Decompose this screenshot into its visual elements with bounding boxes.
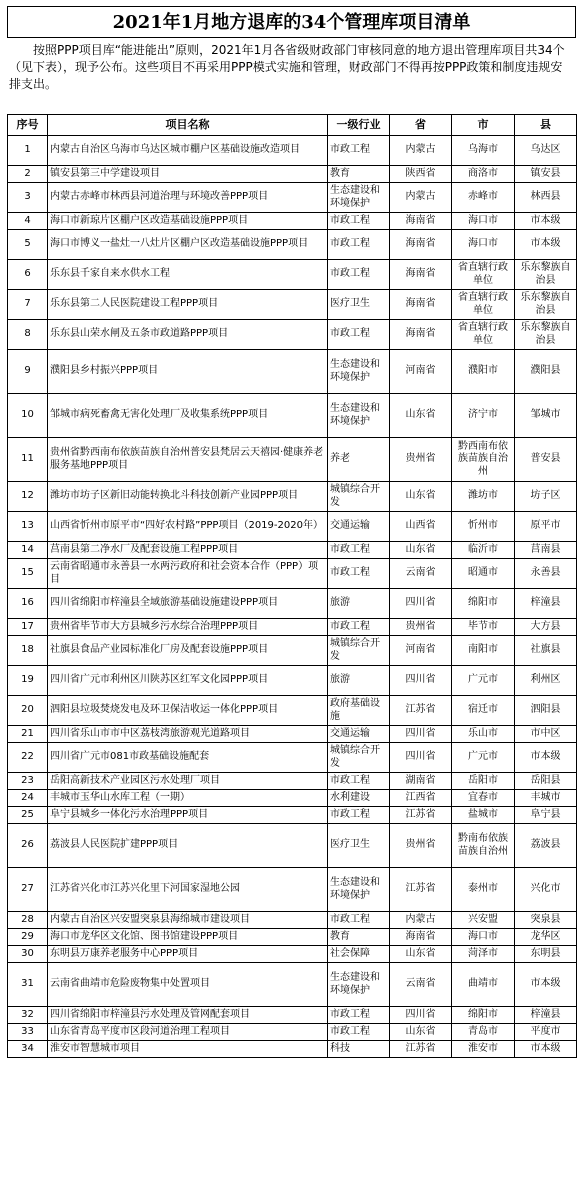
cell-no: 23 (8, 773, 48, 790)
cell-project-name: 荔波县人民医院扩建PPP项目 (48, 824, 328, 868)
cell-no: 15 (8, 559, 48, 589)
cell-county: 大方县 (515, 619, 577, 636)
cell-province: 山西省 (390, 512, 452, 542)
cell-county: 兴化市 (515, 868, 577, 912)
cell-city: 忻州市 (452, 512, 515, 542)
cell-province: 湖南省 (390, 773, 452, 790)
cell-no: 11 (8, 438, 48, 482)
cell-industry: 市政工程 (328, 213, 390, 230)
cell-county: 市本级 (515, 213, 577, 230)
cell-province: 陕西省 (390, 166, 452, 183)
cell-city: 宿迁市 (452, 696, 515, 726)
cell-project-name: 云南省曲靖市危险废物集中处置项目 (48, 963, 328, 1007)
table-row (8, 636, 577, 666)
table-row (8, 773, 577, 790)
cell-industry: 科技 (328, 1041, 390, 1058)
cell-project-name: 濮阳县乡村振兴PPP项目 (48, 350, 328, 394)
cell-industry: 城镇综合开发 (328, 743, 390, 773)
cell-county: 突泉县 (515, 912, 577, 929)
cell-county: 社旗县 (515, 636, 577, 666)
table-row (8, 213, 577, 230)
document-title: 2021年1月地方退库的34个管理库项目清单 (7, 6, 576, 38)
cell-project-name: 丰城市玉华山水库工程（一期） (48, 790, 328, 807)
cell-no: 27 (8, 868, 48, 912)
cell-project-name: 莒南县第二净水厂及配套设施工程PPP项目 (48, 542, 328, 559)
intro-paragraph: 按照PPP项目库“能进能出”原则，2021年1月各省级财政部门审核同意的地方退出管理库项目共34个（见下表），现予公布。这些项目不再采用PPP模式实施和管理，财政部门不得再按PPP政策和制度违规安排支出。 (9, 43, 565, 91)
cell-province: 山东省 (390, 394, 452, 438)
table-row (8, 350, 577, 394)
cell-province: 江西省 (390, 790, 452, 807)
cell-city: 商洛市 (452, 166, 515, 183)
cell-project-name: 山东省青岛平度市区段河道治理工程项目 (48, 1024, 328, 1041)
header-province: 省 (390, 115, 452, 136)
cell-project-name: 海口市龙华区文化馆、图书馆建设PPP项目 (48, 929, 328, 946)
cell-industry: 医疗卫生 (328, 824, 390, 868)
cell-no: 26 (8, 824, 48, 868)
cell-industry: 生态建设和环境保护 (328, 183, 390, 213)
cell-industry: 生态建设和环境保护 (328, 868, 390, 912)
cell-project-name: 四川省绵阳市梓潼县全域旅游基础设施建设PPP项目 (48, 589, 328, 619)
cell-province: 四川省 (390, 666, 452, 696)
table-row (8, 726, 577, 743)
cell-province: 贵州省 (390, 619, 452, 636)
cell-county: 濮阳县 (515, 350, 577, 394)
cell-industry: 旅游 (328, 589, 390, 619)
cell-city: 省直辖行政单位 (452, 320, 515, 350)
cell-city: 乌海市 (452, 136, 515, 166)
cell-province: 海南省 (390, 320, 452, 350)
cell-project-name: 内蒙古赤峰市林西县河道治理与环境改善PPP项目 (48, 183, 328, 213)
header-city: 市 (452, 115, 515, 136)
cell-no: 28 (8, 912, 48, 929)
cell-project-name: 乐东县山荣水闸及五条市政道路PPP项目 (48, 320, 328, 350)
cell-county: 镇安县 (515, 166, 577, 183)
cell-county: 乐东黎族自治县 (515, 260, 577, 290)
cell-city: 菏泽市 (452, 946, 515, 963)
cell-province: 海南省 (390, 230, 452, 260)
cell-project-name: 邹城市病死畜禽无害化处理厂及收集系统PPP项目 (48, 394, 328, 438)
cell-no: 7 (8, 290, 48, 320)
cell-no: 18 (8, 636, 48, 666)
cell-city: 黔南布依族苗族自治州 (452, 824, 515, 868)
cell-county: 阜宁县 (515, 807, 577, 824)
cell-province: 海南省 (390, 929, 452, 946)
cell-county: 市本级 (515, 963, 577, 1007)
cell-city: 南阳市 (452, 636, 515, 666)
cell-industry: 医疗卫生 (328, 290, 390, 320)
cell-city: 盐城市 (452, 807, 515, 824)
cell-no: 17 (8, 619, 48, 636)
table-row (8, 166, 577, 183)
cell-city: 绵阳市 (452, 1007, 515, 1024)
cell-city: 宜春市 (452, 790, 515, 807)
cell-county: 林西县 (515, 183, 577, 213)
cell-project-name: 乐东县第二人民医院建设工程PPP项目 (48, 290, 328, 320)
cell-no: 13 (8, 512, 48, 542)
cell-project-name: 内蒙古自治区兴安盟突泉县海绵城市建设项目 (48, 912, 328, 929)
cell-county: 乌达区 (515, 136, 577, 166)
cell-city: 海口市 (452, 213, 515, 230)
cell-city: 曲靖市 (452, 963, 515, 1007)
cell-province: 江苏省 (390, 1041, 452, 1058)
cell-county: 永善县 (515, 559, 577, 589)
table-row (8, 963, 577, 1007)
cell-project-name: 岳阳高新技术产业园区污水处理厂项目 (48, 773, 328, 790)
cell-industry: 生态建设和环境保护 (328, 350, 390, 394)
cell-city: 临沂市 (452, 542, 515, 559)
cell-county: 市本级 (515, 230, 577, 260)
cell-no: 1 (8, 136, 48, 166)
table-row (8, 320, 577, 350)
cell-project-name: 乐东县千家自来水供水工程 (48, 260, 328, 290)
table-row (8, 438, 577, 482)
cell-project-name: 云南省昭通市永善县一水两污政府和社会资本合作（PPP）项目 (48, 559, 328, 589)
cell-no: 24 (8, 790, 48, 807)
cell-county: 利州区 (515, 666, 577, 696)
cell-no: 25 (8, 807, 48, 824)
cell-no: 20 (8, 696, 48, 726)
cell-industry: 生态建设和环境保护 (328, 394, 390, 438)
cell-industry: 市政工程 (328, 260, 390, 290)
cell-industry: 市政工程 (328, 559, 390, 589)
cell-no: 8 (8, 320, 48, 350)
cell-no: 21 (8, 726, 48, 743)
cell-county: 市中区 (515, 726, 577, 743)
cell-county: 乐东黎族自治县 (515, 320, 577, 350)
cell-province: 江苏省 (390, 868, 452, 912)
header-industry: 一级行业 (328, 115, 390, 136)
cell-county: 丰城市 (515, 790, 577, 807)
table-row (8, 807, 577, 824)
cell-no: 14 (8, 542, 48, 559)
cell-industry: 教育 (328, 166, 390, 183)
cell-province: 四川省 (390, 1007, 452, 1024)
table-row (8, 183, 577, 213)
cell-no: 22 (8, 743, 48, 773)
cell-province: 海南省 (390, 290, 452, 320)
cell-province: 内蒙古 (390, 912, 452, 929)
cell-province: 海南省 (390, 213, 452, 230)
cell-project-name: 社旗县食品产业园标准化厂房及配套设施PPP项目 (48, 636, 328, 666)
cell-city: 海口市 (452, 929, 515, 946)
cell-city: 黔西南布依族苗族自治州 (452, 438, 515, 482)
cell-city: 岳阳市 (452, 773, 515, 790)
cell-project-name: 贵州省黔西南布依族苗族自治州普安县梵居云天禧园·健康养老服务基地PPP项目 (48, 438, 328, 482)
cell-no: 6 (8, 260, 48, 290)
cell-province: 河南省 (390, 636, 452, 666)
cell-industry: 市政工程 (328, 320, 390, 350)
cell-no: 3 (8, 183, 48, 213)
table-row (8, 512, 577, 542)
table-row (8, 743, 577, 773)
cell-no: 34 (8, 1041, 48, 1058)
cell-county: 市本级 (515, 1041, 577, 1058)
table-row (8, 136, 577, 166)
cell-county: 岳阳县 (515, 773, 577, 790)
table-row (8, 790, 577, 807)
cell-industry: 市政工程 (328, 1024, 390, 1041)
table-row (8, 290, 577, 320)
cell-county: 坊子区 (515, 482, 577, 512)
cell-city: 广元市 (452, 666, 515, 696)
cell-province: 河南省 (390, 350, 452, 394)
table-row (8, 696, 577, 726)
cell-no: 12 (8, 482, 48, 512)
cell-project-name: 阜宁县城乡一体化污水治理PPP项目 (48, 807, 328, 824)
cell-city: 淮安市 (452, 1041, 515, 1058)
cell-no: 31 (8, 963, 48, 1007)
cell-project-name: 山西省忻州市原平市“四好农村路”PPP项目（2019-2020年） (48, 512, 328, 542)
cell-industry: 市政工程 (328, 136, 390, 166)
cell-project-name: 海口市博义一盐灶一八灶片区棚户区改造基础设施PPP项目 (48, 230, 328, 260)
table-row (8, 542, 577, 559)
table-row (8, 394, 577, 438)
cell-city: 兴安盟 (452, 912, 515, 929)
table-row (8, 929, 577, 946)
cell-industry: 水利建设 (328, 790, 390, 807)
cell-city: 省直辖行政单位 (452, 290, 515, 320)
cell-city: 省直辖行政单位 (452, 260, 515, 290)
table-row (8, 589, 577, 619)
cell-project-name: 四川省广元市081市政基础设施配套 (48, 743, 328, 773)
cell-industry: 养老 (328, 438, 390, 482)
table-row (8, 946, 577, 963)
cell-province: 内蒙古 (390, 183, 452, 213)
cell-city: 广元市 (452, 743, 515, 773)
cell-industry: 政府基础设施 (328, 696, 390, 726)
cell-project-name: 贵州省毕节市大方县城乡污水综合治理PPP项目 (48, 619, 328, 636)
table-row (8, 1041, 577, 1058)
cell-province: 山东省 (390, 542, 452, 559)
cell-city: 乐山市 (452, 726, 515, 743)
cell-no: 10 (8, 394, 48, 438)
cell-city: 昭通市 (452, 559, 515, 589)
cell-industry: 社会保障 (328, 946, 390, 963)
table-row (8, 482, 577, 512)
cell-industry: 交通运输 (328, 726, 390, 743)
table-row (8, 230, 577, 260)
table-row (8, 260, 577, 290)
cell-no: 30 (8, 946, 48, 963)
cell-city: 济宁市 (452, 394, 515, 438)
cell-province: 云南省 (390, 963, 452, 1007)
cell-industry: 生态建设和环境保护 (328, 963, 390, 1007)
cell-project-name: 四川省广元市利州区川陕苏区红军文化园PPP项目 (48, 666, 328, 696)
cell-project-name: 镇安县第三中学建设项目 (48, 166, 328, 183)
cell-industry: 市政工程 (328, 912, 390, 929)
cell-city: 濮阳市 (452, 350, 515, 394)
cell-province: 江苏省 (390, 807, 452, 824)
cell-project-name: 江苏省兴化市江苏兴化里下河国家湿地公园 (48, 868, 328, 912)
cell-no: 29 (8, 929, 48, 946)
cell-industry: 旅游 (328, 666, 390, 696)
table-row (8, 559, 577, 589)
cell-no: 16 (8, 589, 48, 619)
cell-industry: 市政工程 (328, 1007, 390, 1024)
cell-county: 龙华区 (515, 929, 577, 946)
cell-industry: 市政工程 (328, 230, 390, 260)
cell-industry: 市政工程 (328, 773, 390, 790)
table-row (8, 824, 577, 868)
cell-county: 普安县 (515, 438, 577, 482)
table-row (8, 912, 577, 929)
project-table (7, 114, 577, 1058)
table-row (8, 666, 577, 696)
cell-no: 32 (8, 1007, 48, 1024)
cell-county: 荔波县 (515, 824, 577, 868)
cell-project-name: 淮安市智慧城市项目 (48, 1041, 328, 1058)
cell-county: 市本级 (515, 743, 577, 773)
cell-industry: 市政工程 (328, 542, 390, 559)
cell-no: 9 (8, 350, 48, 394)
cell-no: 2 (8, 166, 48, 183)
cell-province: 江苏省 (390, 696, 452, 726)
table-row (8, 619, 577, 636)
cell-county: 梓潼县 (515, 1007, 577, 1024)
cell-no: 4 (8, 213, 48, 230)
table-header-row (8, 115, 577, 136)
cell-county: 泗阳县 (515, 696, 577, 726)
cell-province: 山东省 (390, 1024, 452, 1041)
cell-city: 青岛市 (452, 1024, 515, 1041)
cell-project-name: 潍坊市坊子区新旧动能转换北斗科技创新产业园PPP项目 (48, 482, 328, 512)
cell-county: 莒南县 (515, 542, 577, 559)
cell-province: 贵州省 (390, 824, 452, 868)
cell-province: 云南省 (390, 559, 452, 589)
cell-province: 山东省 (390, 946, 452, 963)
cell-industry: 城镇综合开发 (328, 636, 390, 666)
cell-industry: 市政工程 (328, 619, 390, 636)
cell-city: 泰州市 (452, 868, 515, 912)
cell-province: 四川省 (390, 726, 452, 743)
cell-industry: 城镇综合开发 (328, 482, 390, 512)
cell-county: 平度市 (515, 1024, 577, 1041)
cell-county: 梓潼县 (515, 589, 577, 619)
cell-project-name: 泗阳县垃圾焚烧发电及环卫保洁收运一体化PPP项目 (48, 696, 328, 726)
cell-province: 四川省 (390, 743, 452, 773)
header-county: 县 (515, 115, 577, 136)
cell-county: 东明县 (515, 946, 577, 963)
table-row (8, 1007, 577, 1024)
cell-province: 海南省 (390, 260, 452, 290)
cell-province: 贵州省 (390, 438, 452, 482)
cell-city: 赤峰市 (452, 183, 515, 213)
cell-county: 乐东黎族自治县 (515, 290, 577, 320)
cell-project-name: 四川省绵阳市梓潼县污水处理及管网配套项目 (48, 1007, 328, 1024)
cell-no: 5 (8, 230, 48, 260)
cell-city: 海口市 (452, 230, 515, 260)
cell-county: 原平市 (515, 512, 577, 542)
cell-project-name: 东明县万康养老服务中心PPP项目 (48, 946, 328, 963)
cell-city: 绵阳市 (452, 589, 515, 619)
cell-industry: 市政工程 (328, 807, 390, 824)
table-row (8, 1024, 577, 1041)
header-no: 序号 (8, 115, 48, 136)
cell-province: 山东省 (390, 482, 452, 512)
cell-no: 33 (8, 1024, 48, 1041)
cell-project-name: 内蒙古自治区乌海市乌达区城市棚户区基础设施改造项目 (48, 136, 328, 166)
cell-industry: 教育 (328, 929, 390, 946)
cell-industry: 交通运输 (328, 512, 390, 542)
cell-city: 潍坊市 (452, 482, 515, 512)
cell-city: 毕节市 (452, 619, 515, 636)
header-project-name: 项目名称 (48, 115, 328, 136)
cell-province: 内蒙古 (390, 136, 452, 166)
cell-no: 19 (8, 666, 48, 696)
cell-province: 四川省 (390, 589, 452, 619)
table-row (8, 868, 577, 912)
cell-project-name: 四川省乐山市市中区荔枝湾旅游观光道路项目 (48, 726, 328, 743)
cell-project-name: 海口市新琼片区棚户区改造基础设施PPP项目 (48, 213, 328, 230)
cell-county: 邹城市 (515, 394, 577, 438)
table-body (8, 136, 577, 1058)
